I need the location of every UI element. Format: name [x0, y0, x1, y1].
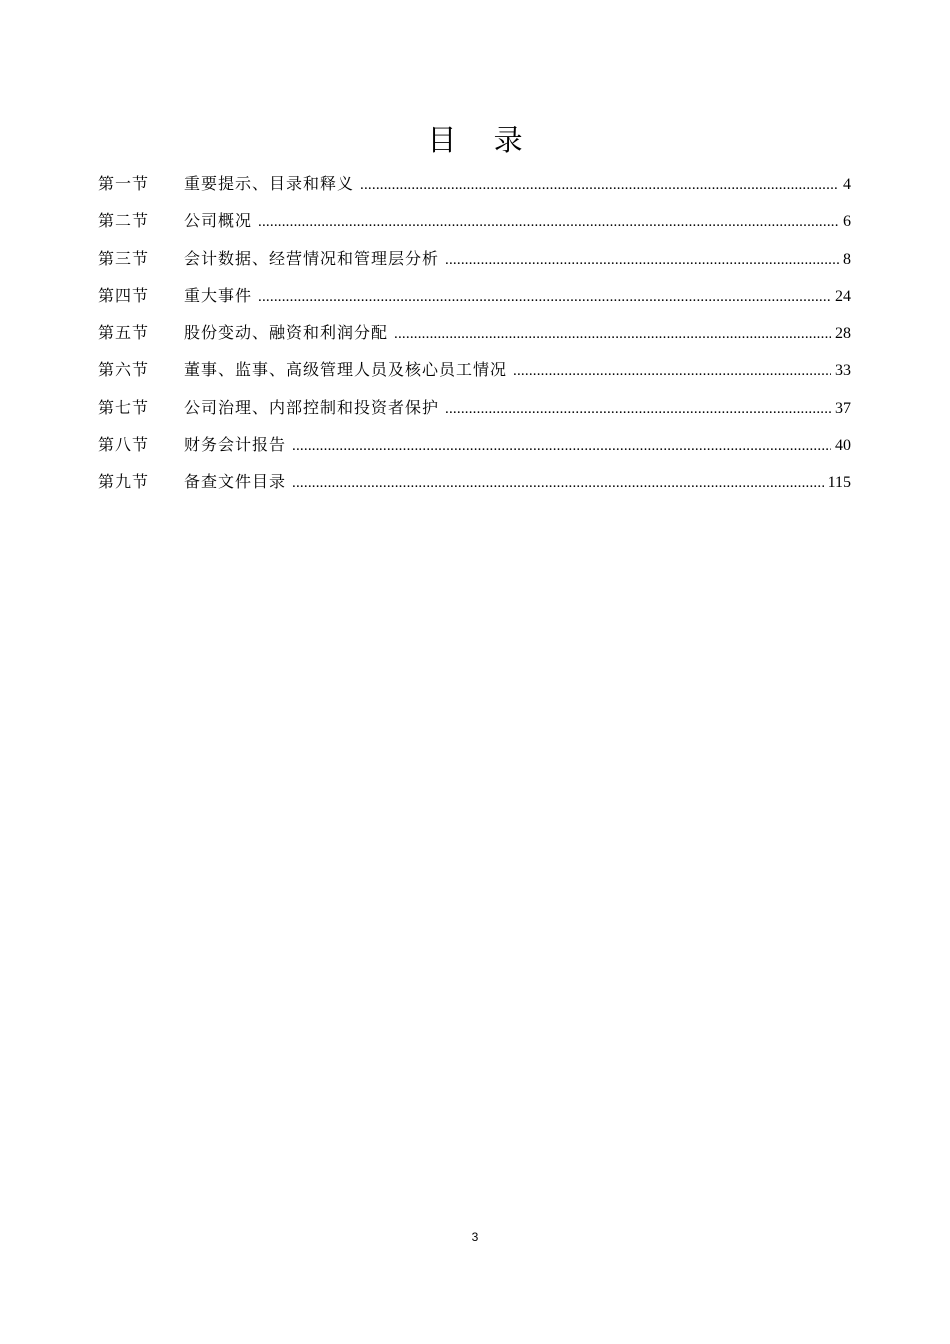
toc-section-title: 备查文件目录 — [184, 472, 287, 492]
toc-section-title: 董事、监事、高级管理人员及核心员工情况 — [184, 360, 508, 380]
toc-section-title: 重要提示、目录和释义 — [184, 174, 355, 193]
toc-entry[interactable] — [98, 432, 851, 469]
page-footer-number: 3 — [471, 1230, 479, 1244]
toc-page-number: 28 — [835, 325, 851, 343]
toc-section-number: 第七节 — [98, 397, 150, 417]
toc-page-number: 115 — [827, 474, 851, 492]
table-of-contents — [98, 171, 851, 507]
toc-section-number: 第三节 — [98, 248, 150, 268]
toc-dot-leader — [258, 284, 831, 310]
toc-page-number: 4 — [843, 176, 851, 193]
toc-entry[interactable] — [98, 283, 851, 320]
toc-section-number: 第二节 — [98, 211, 150, 231]
toc-section-title: 重大事件 — [184, 285, 253, 305]
toc-section-title: 财务会计报告 — [184, 435, 287, 455]
toc-entry[interactable] — [98, 469, 851, 506]
toc-section-title: 公司概况 — [184, 211, 253, 231]
toc-section-title: 公司治理、内部控制和投资者保护 — [184, 397, 440, 417]
toc-entry[interactable] — [98, 208, 851, 245]
toc-dot-leader — [292, 433, 831, 459]
toc-dot-leader — [513, 358, 831, 384]
toc-dot-leader — [292, 470, 824, 496]
toc-dot-leader — [360, 172, 839, 198]
toc-entry[interactable] — [98, 395, 851, 432]
toc-page-number: 33 — [835, 362, 851, 380]
toc-entry[interactable] — [98, 246, 851, 283]
toc-entry[interactable] — [98, 320, 851, 357]
toc-page-number: 37 — [835, 399, 851, 417]
toc-dot-leader — [258, 209, 839, 235]
toc-dot-leader — [394, 321, 831, 347]
toc-page-number: 40 — [835, 437, 851, 455]
toc-section-number: 第八节 — [98, 435, 150, 455]
toc-section-number: 第五节 — [98, 323, 150, 343]
page-title: 目 录 — [427, 123, 537, 157]
toc-dot-leader — [445, 396, 831, 422]
toc-dot-leader — [445, 247, 839, 273]
toc-page-number: 6 — [843, 213, 851, 231]
toc-section-number: 第一节 — [98, 174, 150, 193]
toc-section-title: 股份变动、融资和利润分配 — [184, 323, 389, 343]
toc-section-number: 第九节 — [98, 472, 150, 492]
toc-section-number: 第六节 — [98, 360, 150, 380]
toc-entry[interactable] — [98, 171, 851, 208]
toc-page-number: 24 — [835, 287, 851, 305]
toc-entry[interactable] — [98, 357, 851, 394]
toc-section-number: 第四节 — [98, 285, 150, 305]
toc-section-title: 会计数据、经营情况和管理层分析 — [184, 248, 440, 268]
toc-page-number: 8 — [843, 250, 851, 268]
